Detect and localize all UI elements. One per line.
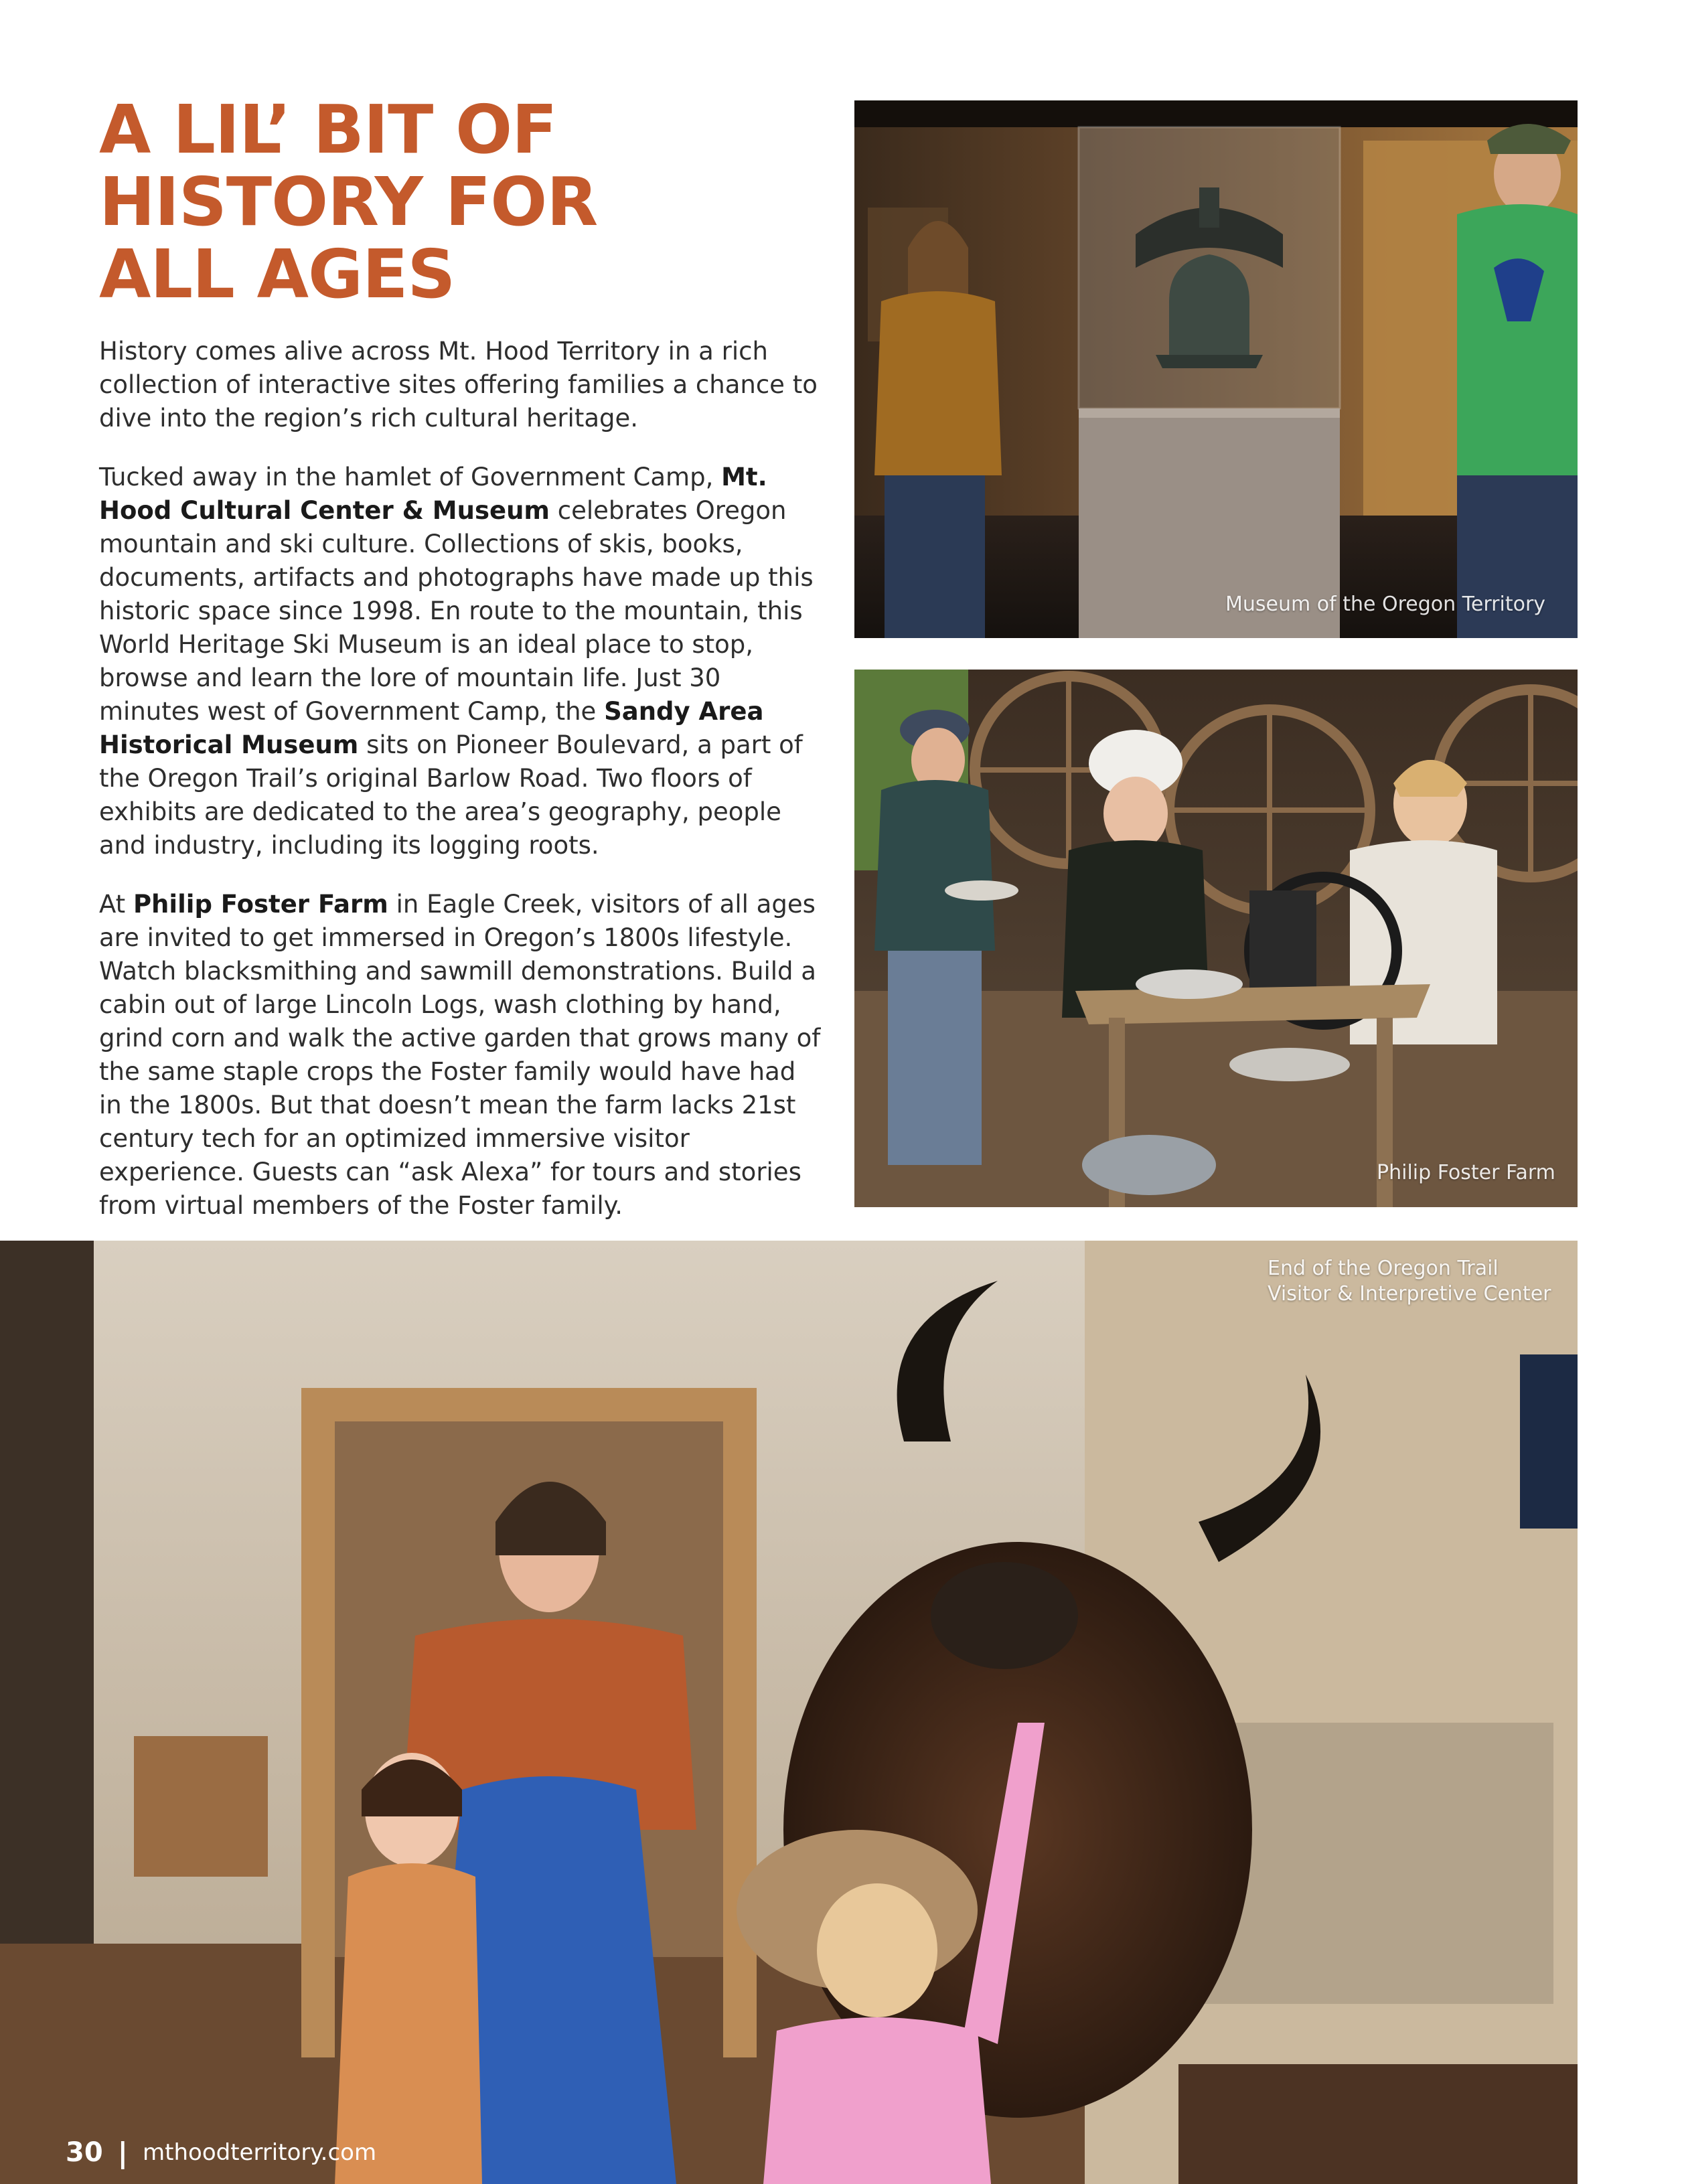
museum-photo [854,100,1578,638]
farm-photo [854,670,1578,1207]
museum-photo-illustration [854,100,1578,638]
headline-line-1: A LIL’ BIT OF [99,90,557,169]
headline-line-3: ALL AGES [99,235,455,313]
farm-text-1: At [99,890,133,919]
footer-separator: | [117,2136,129,2169]
page-footer [66,2136,376,2169]
intro-paragraph: History comes alive across Mt. Hood Territory in a rich collection of interactive sites offering families a chance to dive into the region’s rich cultural heritage. [99,337,818,433]
philip-foster-farm-name: Philip Foster Farm [133,890,388,919]
oregon-trail-caption [1268,1256,1551,1307]
museums-text-3: sits on Pioneer Boulevard, a part of the Oregon Trail’s original Barlow Road. Two floors of exhibits are dedicated to the area’s geography, people and industry, including its logging roots. [99,730,803,860]
headline-line-2: HISTORY FOR [99,163,598,241]
museums-paragraph [99,461,826,862]
page-number: 30 [66,2137,103,2168]
oregon-trail-caption-line-2: Visitor & Interpretive Center [1268,1282,1551,1306]
headline [99,90,822,313]
oregon-trail-caption-line-1: End of the Oregon Trail [1268,1257,1499,1280]
farm-text-2: in Eagle Creek, visitors of all ages are invited to get immersed in Oregon’s 1800s lifestyle. Watch blacksmithing and sawmill demonstrations. Build a cabin out of large Lincoln Logs, wash clothing by hand, grind corn and walk the active garden that grows many of the same staple crops the Foster family would have had in the 1800s. But that doesn’t mean the farm lacks 21st century tech for an optimized immersive visitor experience. Guests can “ask Alexa” for tours and stories from virtual members of the Foster family. [99,890,821,1220]
farm-paragraph [99,888,826,1223]
article-body [99,335,826,1248]
mt-hood-cultural-center-name: Mt. Hood Cultural Center & Museum [99,463,767,525]
museums-text-1: Tucked away in the hamlet of Government Camp, [99,463,722,491]
museum-caption: Museum of the Oregon Territory [1225,593,1546,616]
website-url[interactable]: mthoodterritory.com [143,2139,377,2166]
farm-caption: Philip Foster Farm [1377,1161,1555,1184]
sandy-museum-name: Sandy Area Historical Museum [99,697,764,759]
farm-photo-illustration [854,670,1578,1207]
museums-text-2: celebrates Oregon mountain and ski culture. Collections of skis, books, documents, artifacts and photographs have made up this historic space since 1998. En route to the mountain, this World Heritage Ski Museum is an ideal place to stop, browse and learn the lore of mountain life. Just 30 minutes west of Government Camp, the [99,496,814,726]
oregon-trail-photo [0,1241,1578,2184]
oregon-trail-photo-illustration [0,1241,1578,2184]
